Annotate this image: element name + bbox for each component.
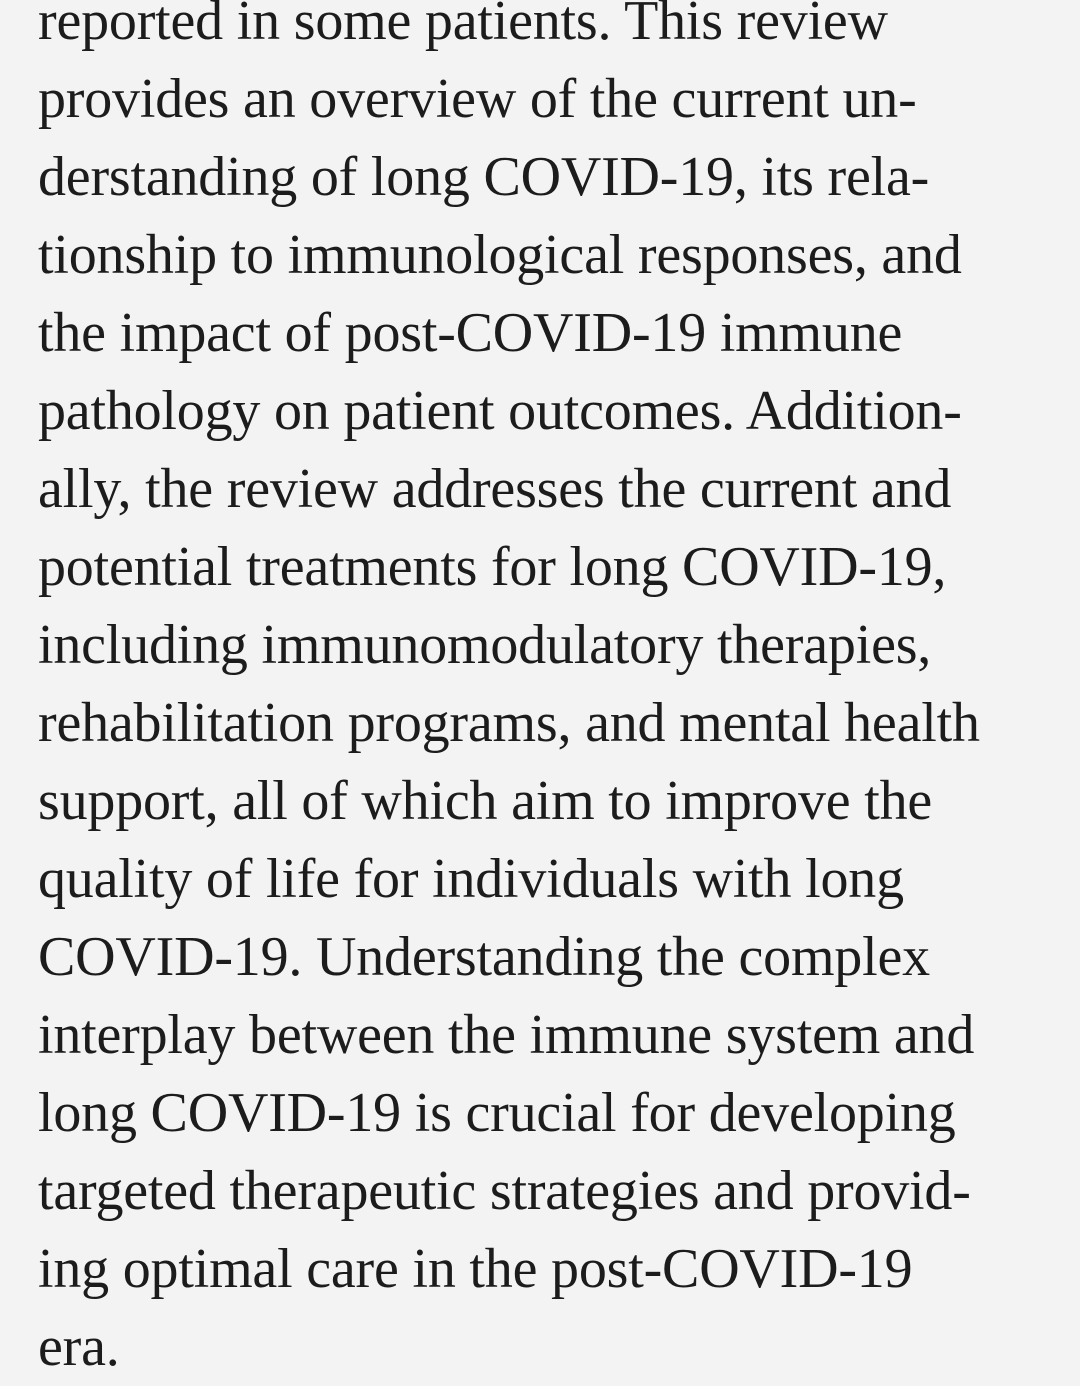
text-line: potential treatments for long COVID-19, [38, 536, 947, 598]
text-line: era. [38, 1316, 120, 1378]
text-line: quality of life for individuals with long [38, 848, 904, 910]
text-line: interplay between the immune system and [38, 1004, 975, 1066]
text-line: long COVID-19 is crucial for developing [38, 1082, 956, 1144]
text-line: the impact of post-COVID-19 immune [38, 302, 903, 364]
text-line: derstanding of long COVID-19, its rela- [38, 146, 930, 208]
abstract-paragraph [38, 0, 1068, 1386]
text-line: COVID-19. Understanding the complex [38, 926, 930, 988]
text-line: including immunomodulatory therapies, [38, 614, 932, 676]
text-line: pathology on patient outcomes. Addition- [38, 380, 962, 442]
text-line: ally, the review addresses the current and [38, 458, 952, 520]
text-line: support, all of which aim to improve the [38, 770, 933, 832]
text-line: ing optimal care in the post-COVID-19 [38, 1238, 913, 1300]
text-line: provides an overview of the current un- [38, 68, 917, 130]
text-line: rehabilitation programs, and mental health [38, 692, 980, 754]
text-line: tionship to immunological responses, and [38, 224, 962, 286]
text-line: targeted therapeutic strategies and provid- [38, 1160, 971, 1222]
text-line: reported in some patients. This review [38, 0, 888, 52]
